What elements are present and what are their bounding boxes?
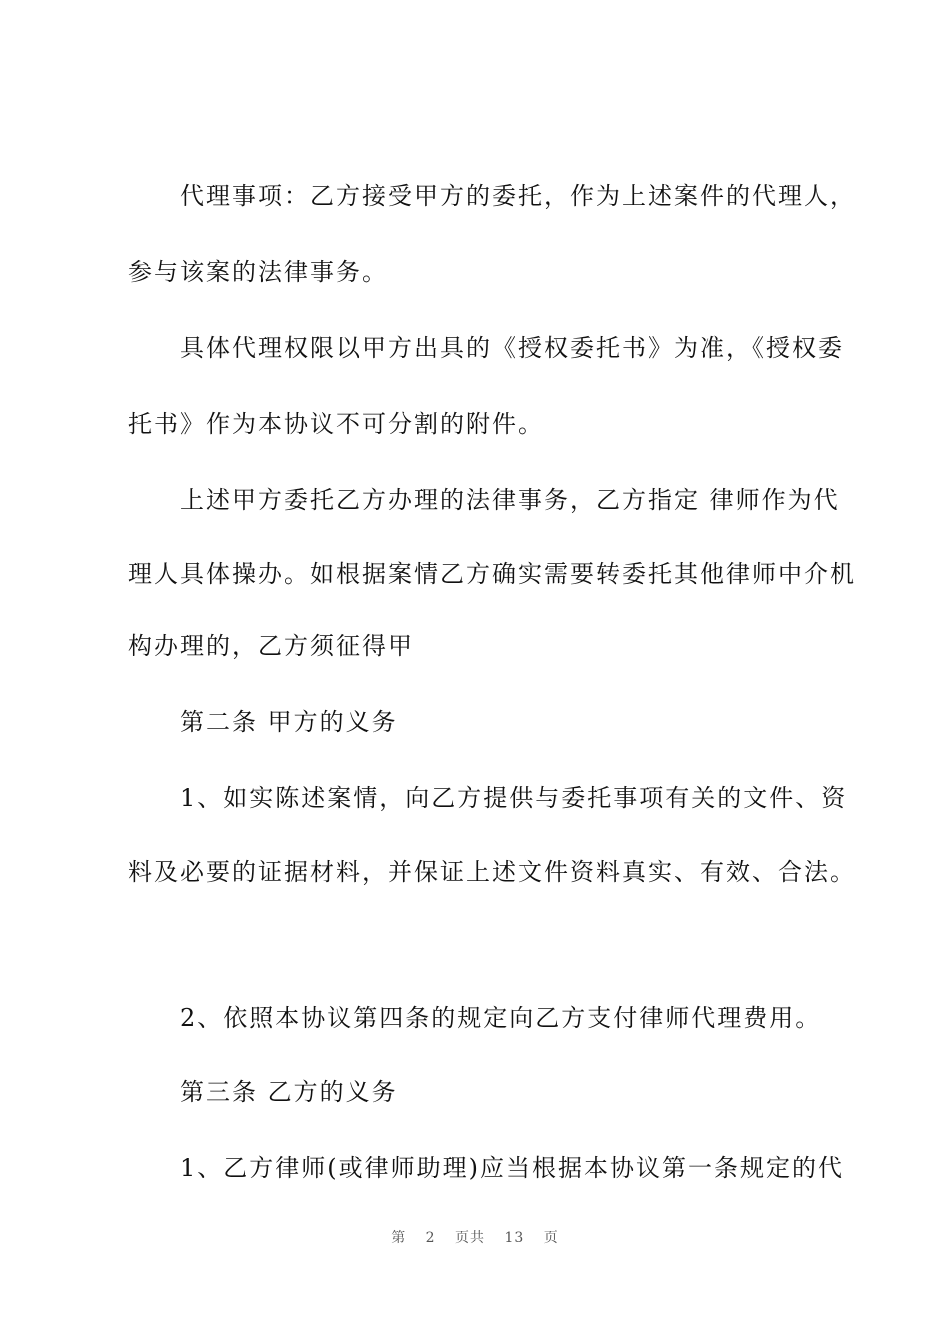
- paragraph-3-line-1: 上述甲方委托乙方办理的法律事务，乙方指定 律师作为代: [180, 486, 840, 514]
- article-2-item-1-line-1: 1、如实陈述案情，向乙方提供与委托事项有关的文件、资: [180, 784, 848, 812]
- paragraph-1-line-1: 代理事项：乙方接受甲方的委托，作为上述案件的代理人，: [180, 182, 856, 210]
- article-2-item-2: 2、依照本协议第四条的规定向乙方支付律师代理费用。: [180, 1004, 822, 1032]
- paragraph-2-line-2: 托书》作为本协议不可分割的附件。: [128, 410, 544, 438]
- article-3-heading: 第三条 乙方的义务: [180, 1078, 398, 1106]
- footer-total-pages: 13: [504, 1230, 525, 1246]
- footer-middle: 页共: [455, 1230, 486, 1246]
- footer-suffix: 页: [543, 1230, 559, 1246]
- page-footer: [0, 1228, 950, 1248]
- paragraph-2-line-1: 具体代理权限以甲方出具的《授权委托书》为准，《授权委: [180, 334, 844, 362]
- article-2-heading: 第二条 甲方的义务: [180, 708, 398, 736]
- footer-prefix: 第: [391, 1230, 407, 1246]
- article-2-item-1-line-2: 料及必要的证据材料，并保证上述文件资料真实、有效、合法。: [128, 858, 856, 886]
- paragraph-1-line-2: 参与该案的法律事务。: [128, 258, 388, 286]
- article-3-item-1: 1、乙方律师(或律师助理)应当根据本协议第一条规定的代: [180, 1154, 844, 1182]
- footer-current-page: 2: [425, 1230, 436, 1246]
- paragraph-3-line-3: 构办理的，乙方须征得甲: [128, 632, 414, 660]
- paragraph-3-line-2: 理人具体操办。如根据案情乙方确实需要转委托其他律师中介机: [128, 560, 856, 588]
